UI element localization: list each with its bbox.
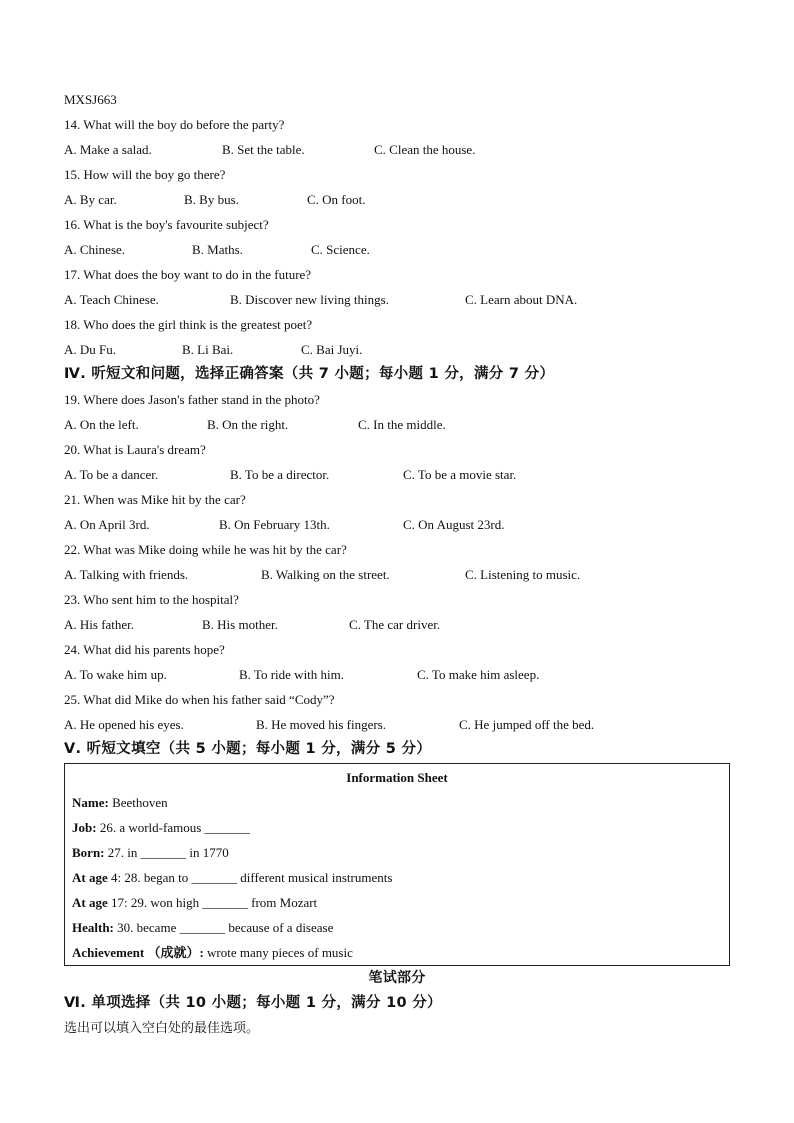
- row-value[interactable]: 27. in _______ in 1770: [104, 845, 229, 860]
- question-stem: 17. What does the boy want to do in the future?: [64, 267, 312, 282]
- answer-options-row: [64, 712, 730, 737]
- answer-option[interactable]: A. Make a salad.: [64, 142, 152, 157]
- information-sheet-row: [72, 915, 722, 940]
- question-stem: 21. When was Mike hit by the car?: [64, 492, 246, 507]
- row-label: Job:: [72, 820, 97, 835]
- section-4-heading: Ⅳ. 听短文和问题，选择正确答案（共 7 小题；每小题 1 分，满分 7 分）: [64, 366, 555, 382]
- answer-option[interactable]: C. Listening to music.: [465, 567, 581, 582]
- answer-options-row: [64, 237, 730, 262]
- answer-option[interactable]: C. The car driver.: [349, 617, 441, 632]
- row-label: At age: [72, 895, 108, 910]
- information-sheet: [64, 763, 730, 966]
- information-sheet-row: [72, 890, 722, 915]
- answer-option[interactable]: B. Set the table.: [222, 142, 305, 157]
- answer-option[interactable]: C. Bai Juyi.: [301, 342, 363, 357]
- question-stem: 16. What is the boy's favourite subject?: [64, 217, 269, 232]
- answer-option[interactable]: C. To be a movie star.: [403, 467, 517, 482]
- row-label: Born:: [72, 845, 105, 860]
- row-label: Name:: [72, 795, 109, 810]
- written-part-heading: 笔试部分: [368, 970, 426, 986]
- row-value[interactable]: 17: 29. won high _______ from Mozart: [107, 895, 318, 910]
- answer-option[interactable]: B. Maths.: [192, 242, 243, 257]
- row-label: Health:: [72, 920, 114, 935]
- exam-page: [64, 87, 730, 1041]
- row-value[interactable]: Beethoven: [108, 795, 168, 810]
- question-stem: 14. What will the boy do before the party?: [64, 117, 285, 132]
- answer-options-row: [64, 412, 730, 437]
- question-stem: 20. What is Laura's dream?: [64, 442, 206, 457]
- answer-option[interactable]: B. On February 13th.: [219, 517, 330, 532]
- answer-option[interactable]: B. Walking on the street.: [261, 567, 390, 582]
- answer-options-row: [64, 462, 730, 487]
- row-label: At age: [72, 870, 108, 885]
- information-sheet-row: [72, 865, 722, 890]
- question-stem: 23. Who sent him to the hospital?: [64, 592, 239, 607]
- information-sheet-row: [72, 790, 722, 815]
- answer-option[interactable]: C. He jumped off the bed.: [459, 717, 595, 732]
- header-code: MXSJ663: [64, 92, 117, 107]
- answer-option[interactable]: A. On April 3rd.: [64, 517, 150, 532]
- information-sheet-row: [72, 840, 722, 865]
- answer-option[interactable]: B. To ride with him.: [239, 667, 345, 682]
- answer-option[interactable]: C. Science.: [311, 242, 370, 257]
- answer-option[interactable]: C. On foot.: [307, 192, 366, 207]
- answer-option[interactable]: B. Discover new living things.: [230, 292, 389, 307]
- section-5-heading: Ⅴ. 听短文填空（共 5 小题；每小题 1 分，满分 5 分）: [64, 741, 432, 757]
- answer-option[interactable]: B. By bus.: [184, 192, 239, 207]
- answer-option[interactable]: A. Chinese.: [64, 242, 126, 257]
- question-stem: 15. How will the boy go there?: [64, 167, 226, 182]
- answer-options-row: [64, 287, 730, 312]
- answer-options-row: [64, 612, 730, 637]
- section-6-heading: Ⅵ. 单项选择（共 10 小题；每小题 1 分，满分 10 分）: [64, 995, 442, 1011]
- answer-options-row: [64, 662, 730, 687]
- answer-option[interactable]: A. Du Fu.: [64, 342, 117, 357]
- answer-options-row: [64, 337, 730, 362]
- answer-option[interactable]: B. To be a director.: [230, 467, 330, 482]
- answer-option[interactable]: A. To wake him up.: [64, 667, 167, 682]
- answer-option[interactable]: C. In the middle.: [358, 417, 446, 432]
- answer-option[interactable]: A. Teach Chinese.: [64, 292, 159, 307]
- row-label: Achievement （成就）:: [72, 945, 204, 960]
- question-stem: 25. What did Mike do when his father said “Cody”?: [64, 692, 335, 707]
- answer-options-row: [64, 187, 730, 212]
- row-value[interactable]: 30. became _______ because of a disease: [113, 920, 334, 935]
- row-value[interactable]: wrote many pieces of music: [203, 945, 353, 960]
- row-value[interactable]: 4: 28. began to _______ different musical instruments: [107, 870, 393, 885]
- answer-option[interactable]: C. On August 23rd.: [403, 517, 505, 532]
- answer-options-row: [64, 137, 730, 162]
- question-group-listening-dialogues: [64, 112, 730, 362]
- answer-option[interactable]: B. On the right.: [207, 417, 289, 432]
- question-stem: 24. What did his parents hope?: [64, 642, 225, 657]
- answer-option[interactable]: B. His mother.: [202, 617, 278, 632]
- answer-option[interactable]: A. He opened his eyes.: [64, 717, 184, 732]
- question-stem: 22. What was Mike doing while he was hit by the car?: [64, 542, 347, 557]
- answer-option[interactable]: A. His father.: [64, 617, 135, 632]
- information-sheet-row: [72, 815, 722, 840]
- information-sheet-title: Information Sheet: [346, 770, 448, 785]
- question-group-listening-passages: [64, 387, 730, 737]
- section-6-instruction: 选出可以填入空白处的最佳选项。: [64, 1021, 260, 1036]
- answer-option[interactable]: A. On the left.: [64, 417, 139, 432]
- answer-option[interactable]: C. Learn about DNA.: [465, 292, 578, 307]
- answer-option[interactable]: A. By car.: [64, 192, 117, 207]
- information-sheet-rows: [72, 790, 722, 965]
- answer-option[interactable]: B. He moved his fingers.: [256, 717, 386, 732]
- answer-options-row: [64, 562, 730, 587]
- question-stem: 18. Who does the girl think is the greatest poet?: [64, 317, 313, 332]
- answer-option[interactable]: C. To make him asleep.: [417, 667, 540, 682]
- answer-options-row: [64, 512, 730, 537]
- question-stem: 19. Where does Jason's father stand in the photo?: [64, 392, 320, 407]
- answer-option[interactable]: A. To be a dancer.: [64, 467, 159, 482]
- answer-option[interactable]: B. Li Bai.: [182, 342, 234, 357]
- information-sheet-row: [72, 940, 722, 965]
- answer-option[interactable]: C. Clean the house.: [374, 142, 476, 157]
- row-value[interactable]: 26. a world-famous _______: [96, 820, 251, 835]
- answer-option[interactable]: A. Talking with friends.: [64, 567, 189, 582]
